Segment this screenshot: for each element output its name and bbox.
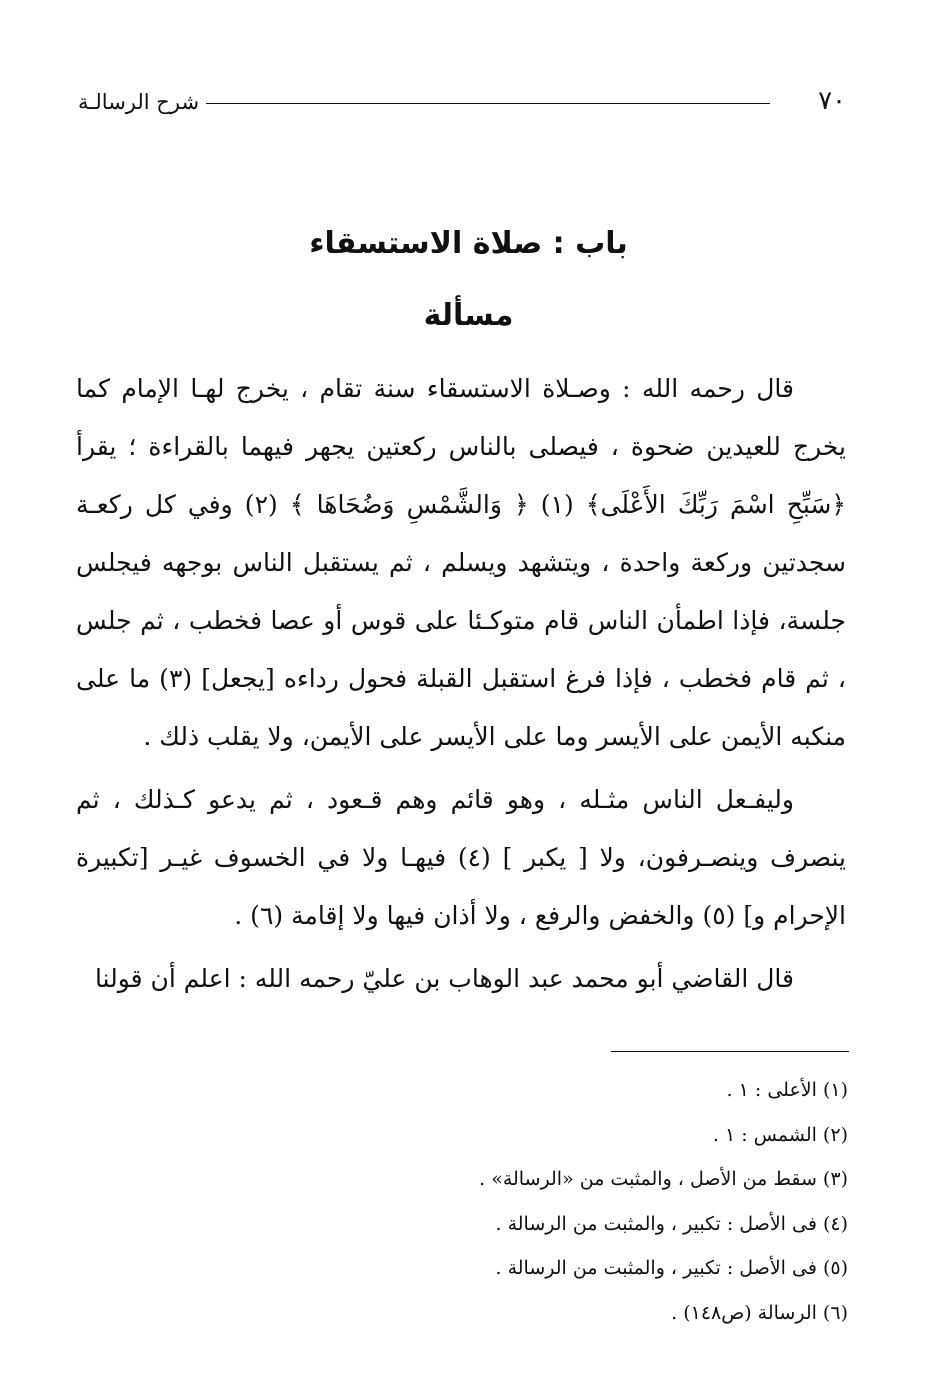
footnote-separator — [611, 1051, 849, 1052]
main-text — [76, 360, 846, 1013]
footnote: (٣) سقط من الأصل ، والمثبت من «الرسالة» . — [479, 1168, 848, 1190]
footnote: (٤) فى الأصل : تكبير ، والمثبت من الرسالة . — [495, 1212, 848, 1235]
section-title: مسألة — [423, 298, 514, 333]
chapter-title: باب : صلاة الاستسقاء — [309, 226, 628, 261]
footnotes — [80, 1068, 848, 1335]
footnote: (٦) الرسالة (ص١٤٨) . — [671, 1301, 848, 1324]
page-number: ٧٠ — [818, 86, 846, 116]
paragraph: قال القاضي أبو محمد عبد الوهاب بن عليّ رحمه الله : اعلم أن قولنا — [94, 964, 794, 993]
running-title: شرح الرسالـة — [78, 90, 200, 114]
paragraph: وليفـعل الناس مثـله ، وهو قائم وهم قـعود ، ثم يدعو كـذلك ، ثم ينصرف وينصـرفون، ولا [ يكبر ] (٤) فيهـا ولا في الخسوف غيـر [تكبيرة الإحرام و] (٥) والخفض والرفع ، ولا أذان فيها ولا إقامة (٦) . — [76, 785, 846, 930]
paragraph: قال رحمه الله : وصـلاة الاستسقاء سنة تقام ، يخرج لهـا الإمام كما يخرج للعيدين ضحوة ، فيصلى بالناس ركعتين يجهر فيهما بالقراءة ؛ يقرأ ﴿سَبِّحِ اسْمَ رَبِّكَ الأَعْلَى﴾ (١) ﴿ وَالشَّمْسِ وَضُحَاهَا ﴾ (٢) وفي كل ركعـة سجدتين وركعة واحدة ، ويتشهد ويسلم ، ثم يستقبل الناس بوجهه فيجلس جلسة، فإذا اطمأن الناس قام متوكـئا على قوس أو عصا فخطب ، ثم جلس ، ثم قام فخطب ، فإذا فرغ استقبل القبلة فحول رداءه [يجعل] (٣) ما على منكبه الأيمن على الأيسر وما على الأيسر على الأيمن، ولا يقلب ذلك . — [76, 374, 846, 751]
footnote: (٢) الشمس : ١ . — [712, 1123, 848, 1146]
header-rule — [206, 103, 770, 104]
footnote: (١) الأعلى : ١ . — [726, 1079, 848, 1101]
footnote: (٥) فى الأصل : تكبير ، والمثبت من الرسالة . — [495, 1257, 848, 1279]
running-header — [78, 82, 846, 122]
